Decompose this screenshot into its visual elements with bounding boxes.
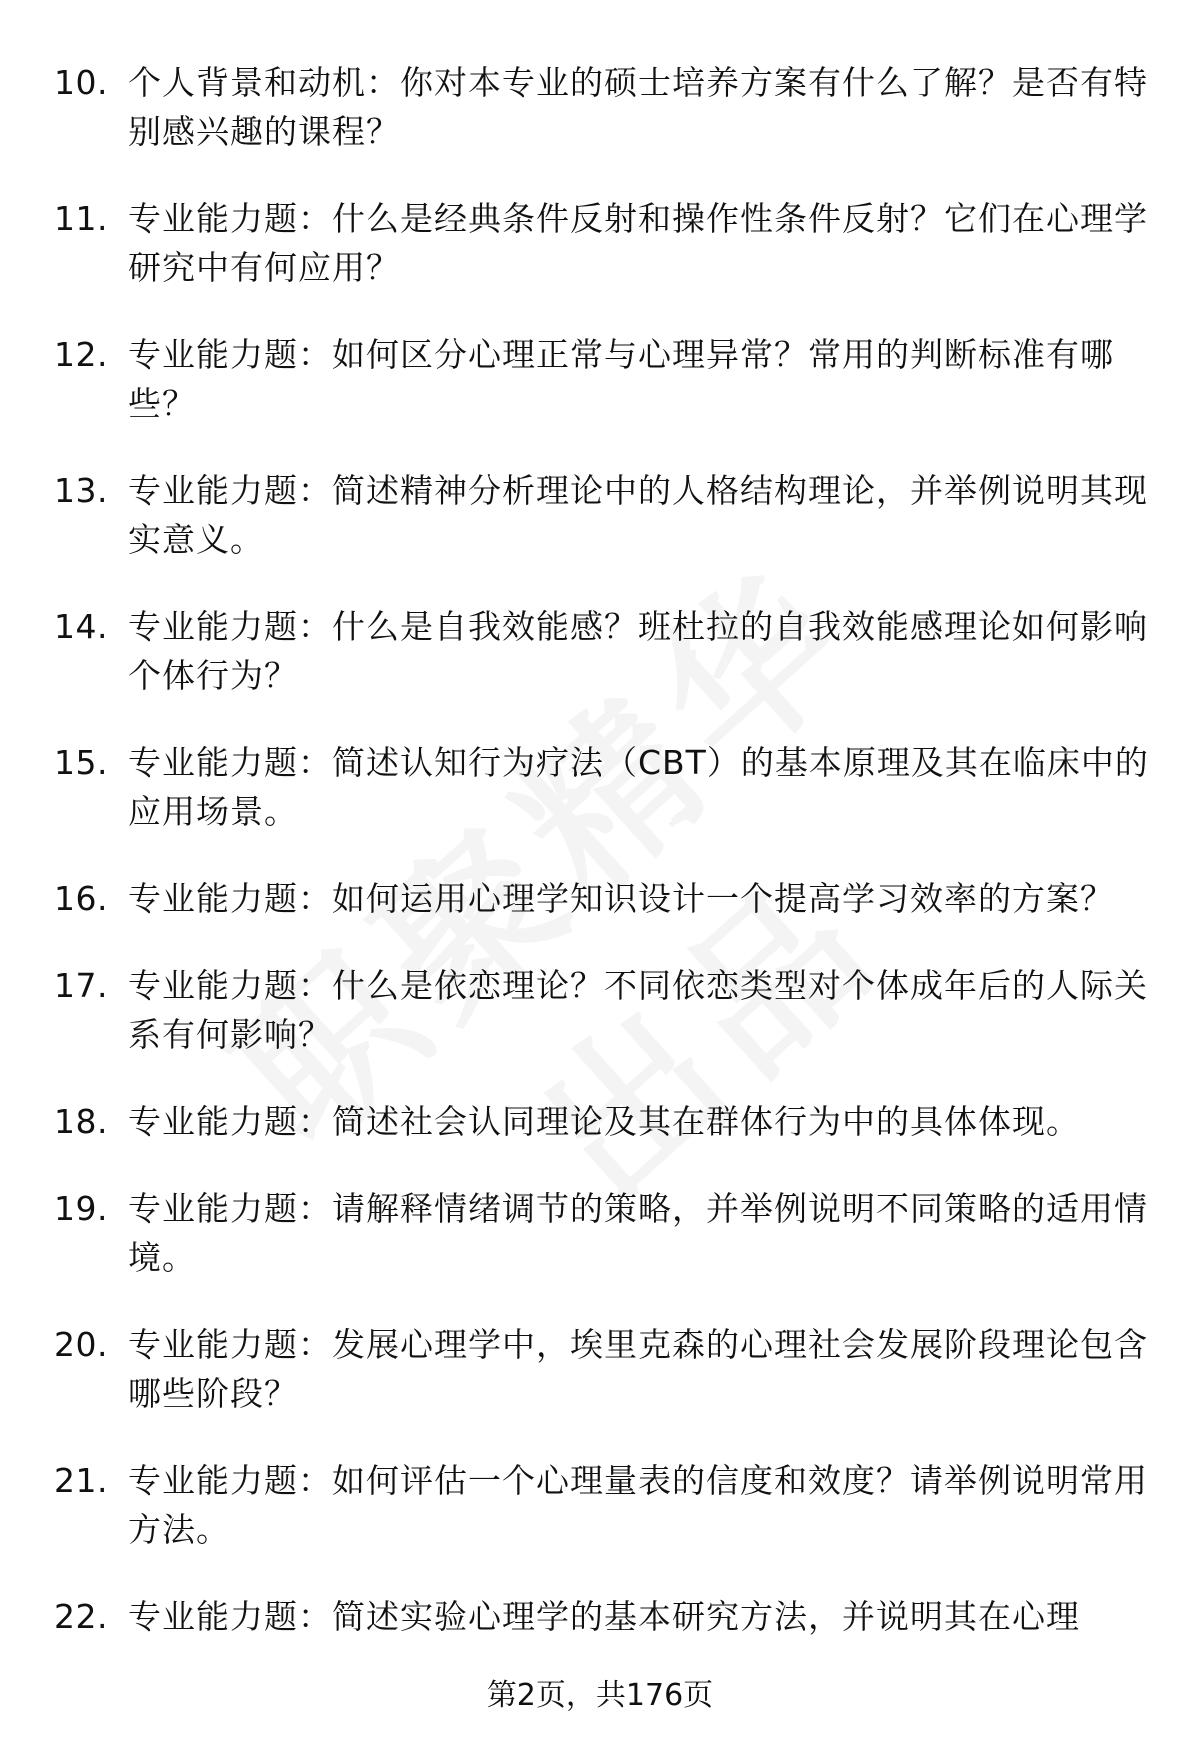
question-text: 专业能力题：如何区分心理正常与心理异常？常用的判断标准有哪些？	[128, 335, 1114, 423]
page-footer: 第2页，共176页	[486, 1678, 714, 1713]
list-item	[54, 961, 1150, 1059]
question-list	[54, 58, 1150, 1679]
question-number: 18.	[54, 1102, 108, 1141]
question-text: 专业能力题：如何评估一个心理量表的信度和效度？请举例说明常用方法。	[128, 1461, 1148, 1549]
question-text: 专业能力题：如何运用心理学知识设计一个提高学习效率的方案？	[128, 879, 1114, 918]
question-text: 专业能力题：什么是自我效能感？班杜拉的自我效能感理论如何影响个体行为？	[128, 607, 1148, 695]
question-text: 专业能力题：发展心理学中，埃里克森的心理社会发展阶段理论包含哪些阶段？	[128, 1325, 1148, 1413]
list-item	[54, 1456, 1150, 1554]
question-text: 专业能力题：简述精神分析理论中的人格结构理论，并举例说明其现实意义。	[128, 471, 1148, 559]
list-item	[54, 1184, 1150, 1282]
question-text: 专业能力题：简述实验心理学的基本研究方法，并说明其在心理	[128, 1597, 1080, 1636]
list-item	[54, 874, 1150, 923]
list-item	[54, 330, 1150, 428]
question-number: 14.	[54, 607, 108, 646]
question-text: 专业能力题：什么是依恋理论？不同依恋类型对个体成年后的人际关系有何影响？	[128, 966, 1148, 1054]
question-number: 12.	[54, 335, 108, 374]
list-item	[54, 1592, 1150, 1641]
question-number: 11.	[54, 199, 108, 238]
question-text: 专业能力题：简述社会认同理论及其在群体行为中的具体体现。	[128, 1102, 1080, 1141]
question-number: 16.	[54, 879, 108, 918]
question-text: 专业能力题：简述认知行为疗法（CBT）的基本原理及其在临床中的应用场景。	[128, 743, 1149, 831]
list-item	[54, 602, 1150, 700]
list-item	[54, 1320, 1150, 1418]
list-item	[54, 58, 1150, 156]
question-text: 个人背景和动机：你对本专业的硕士培养方案有什么了解？是否有特别感兴趣的课程？	[128, 63, 1148, 151]
list-item	[54, 738, 1150, 836]
list-item	[54, 194, 1150, 292]
question-number: 22.	[54, 1597, 108, 1636]
question-number: 21.	[54, 1461, 108, 1500]
list-item	[54, 466, 1150, 564]
question-number: 10.	[54, 63, 108, 102]
list-item	[54, 1097, 1150, 1146]
question-number: 19.	[54, 1189, 108, 1228]
question-text: 专业能力题：什么是经典条件反射和操作性条件反射？它们在心理学研究中有何应用？	[128, 199, 1148, 287]
question-number: 15.	[54, 743, 108, 782]
question-number: 13.	[54, 471, 108, 510]
question-number: 17.	[54, 966, 108, 1005]
question-number: 20.	[54, 1325, 108, 1364]
question-text: 专业能力题：请解释情绪调节的策略，并举例说明不同策略的适用情境。	[128, 1189, 1148, 1277]
